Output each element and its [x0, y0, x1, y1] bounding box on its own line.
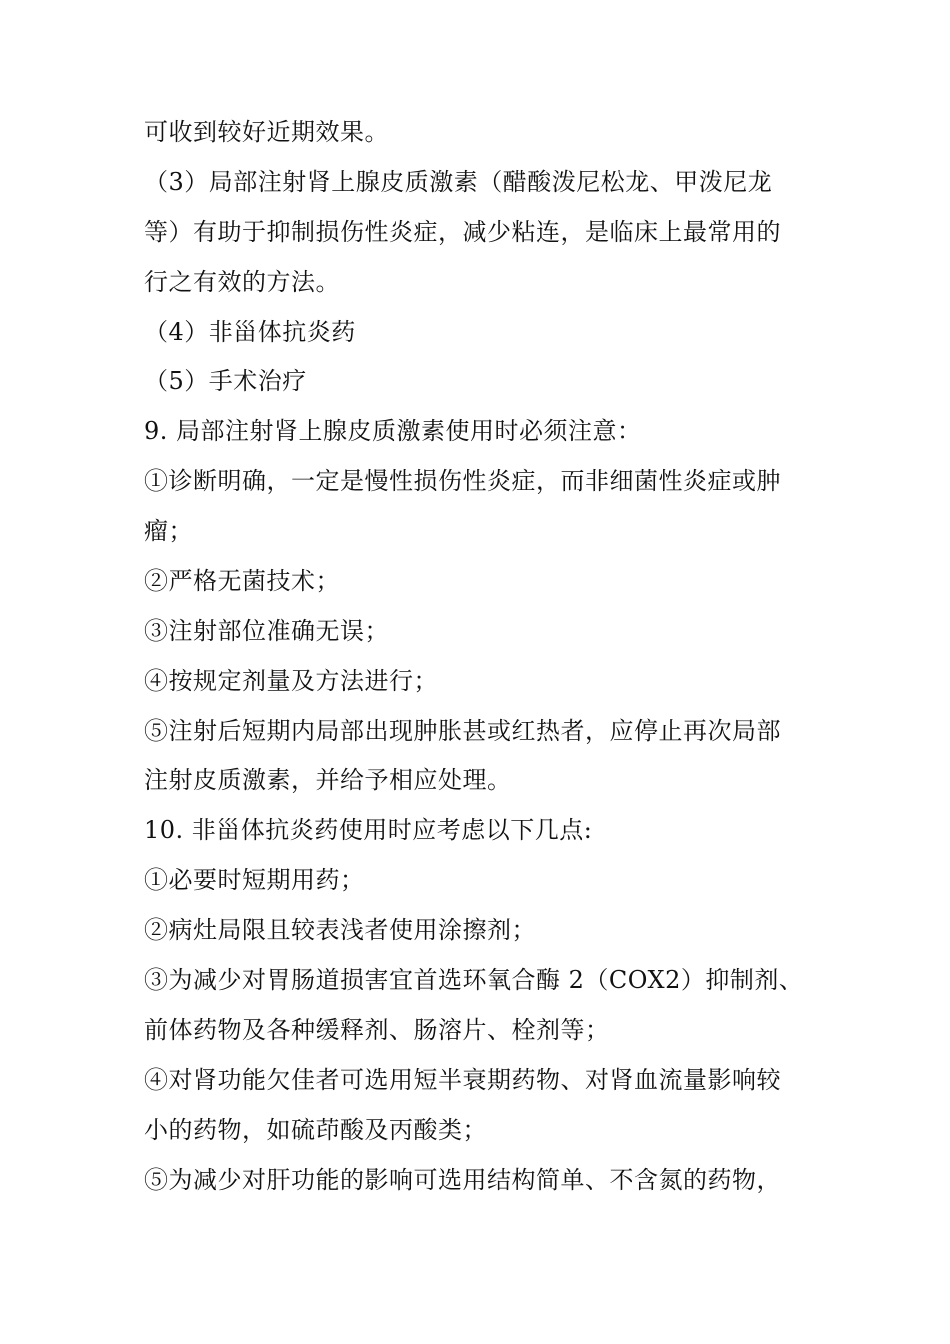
- text-line: 瘤；: [144, 517, 193, 545]
- text-line: 注射皮质激素，并给予相应处理。: [144, 766, 512, 794]
- list-item: ⑤注射后短期内局部出现肿胀甚或红热者，应停止再次局部: [144, 717, 781, 745]
- text-line: （5）手术治疗: [144, 367, 307, 395]
- text-line: 行之有效的方法。: [144, 268, 340, 296]
- list-item: ①必要时短期用药；: [144, 866, 365, 894]
- text-line: 可收到较好近期效果。: [144, 118, 389, 146]
- text-line: 前体药物及各种缓释剂、肠溶片、栓剂等；: [144, 1016, 610, 1044]
- text-line: （4）非甾体抗炎药: [144, 318, 356, 346]
- list-item: ②病灶局限且较表浅者使用涂擦剂；: [144, 916, 536, 944]
- list-item: ④按规定剂量及方法进行；: [144, 667, 438, 695]
- text-line: 等）有助于抑制损伤性炎症，减少粘连，是临床上最常用的: [144, 218, 781, 246]
- list-item: ④对肾功能欠佳者可选用短半衰期药物、对肾血流量影响较: [144, 1066, 781, 1094]
- list-item: ③注射部位准确无误；: [144, 617, 389, 645]
- text-line: （3）局部注射肾上腺皮质激素（醋酸泼尼松龙、甲泼尼龙: [144, 168, 773, 196]
- list-item: ③为减少对胃肠道损害宜首选环氧合酶 2（COX2）抑制剂、: [144, 966, 804, 994]
- list-item: ①诊断明确，一定是慢性损伤性炎症，而非细菌性炎症或肿: [144, 467, 781, 495]
- section-heading: 9. 局部注射肾上腺皮质激素使用时必须注意：: [144, 417, 642, 445]
- list-item: ②严格无菌技术；: [144, 567, 340, 595]
- list-item: ⑤为减少对肝功能的影响可选用结构简单、不含氮的药物，: [144, 1166, 781, 1194]
- text-line: 小的药物，如硫茚酸及丙酸类；: [144, 1116, 487, 1144]
- section-heading: 10. 非甾体抗炎药使用时应考虑以下几点:: [144, 816, 593, 844]
